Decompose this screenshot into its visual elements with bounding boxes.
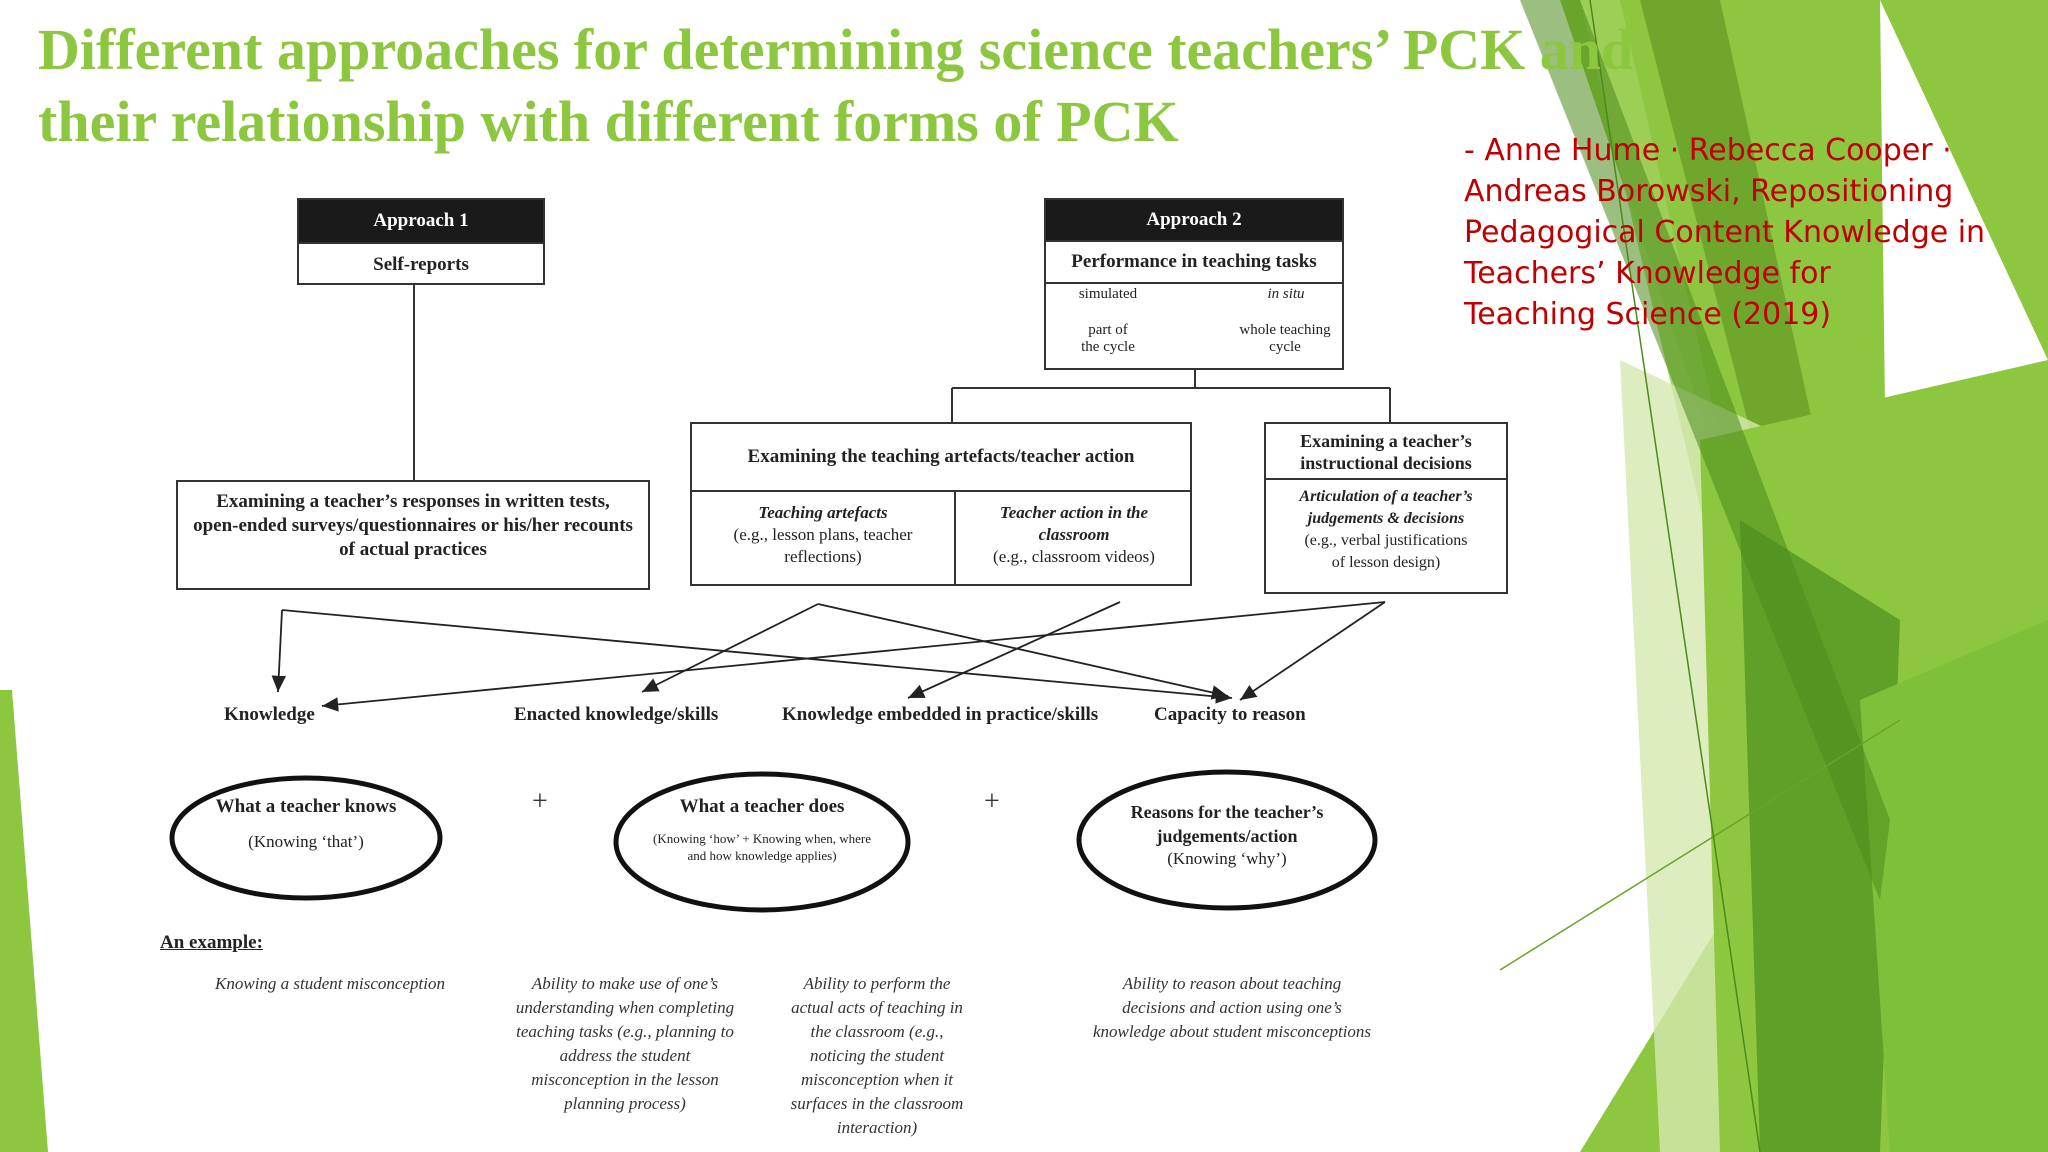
example-embedded-line: misconception when it (800, 1070, 954, 1089)
teacher-action-title-1: Teacher action in the (999, 503, 1149, 522)
approach-2-box (1044, 198, 1344, 370)
articulation-detail-2: of lesson design) (1331, 554, 1441, 571)
oval-does (624, 796, 900, 864)
example-enacted-line: Ability to make use of one’s (531, 974, 719, 993)
example-reason (1062, 972, 1402, 1044)
example-embedded-line: noticing the student (809, 1046, 945, 1065)
title-line-2: their relationship with different forms of PCK (38, 89, 1179, 154)
artefacts-header: Examining the teaching artefacts/teacher action (692, 424, 1190, 492)
category-enacted-knowledge: Enacted knowledge/skills (514, 704, 719, 725)
oval-does-detail-2: and how knowledge applies) (687, 848, 837, 863)
citation-line-1: - Anne Hume · Rebecca Cooper · (1464, 133, 1952, 168)
oval-knows (176, 796, 436, 852)
example-enacted-line: planning process) (564, 1094, 686, 1113)
oval-reasons-title-2: judgements/action (1156, 826, 1298, 846)
oval-reasons-detail: (Knowing ‘why’) (1167, 849, 1287, 868)
example-embedded (762, 972, 992, 1140)
category-knowledge: Knowledge (224, 704, 315, 725)
artefacts-box (690, 422, 1192, 586)
example-enacted-line: teaching tasks (e.g., planning to (516, 1022, 734, 1041)
approach-1-box (297, 198, 545, 285)
oval-reasons (1090, 800, 1364, 870)
written-tests-line-1: Examining a teacher’s responses in written tests, (216, 491, 610, 512)
title-line-1: Different approaches for determining science teachers’ PCK and (38, 17, 1634, 82)
example-enacted (490, 972, 760, 1116)
oval-knows-title: What a teacher knows (215, 796, 397, 817)
example-reason-line: Ability to reason about teaching (1122, 974, 1342, 993)
example-enacted-line: address the student (559, 1046, 691, 1065)
approach-2-the-cycle: the cycle (1081, 339, 1135, 355)
approach-1-header: Approach 1 (299, 200, 543, 242)
example-enacted-line: misconception in the lesson (531, 1070, 719, 1089)
oval-knows-detail: (Knowing ‘that’) (248, 832, 364, 851)
example-knowledge (180, 972, 480, 996)
written-tests-line-2: open-ended surveys/questionnaires or his/her recounts (193, 515, 633, 536)
citation-line-2: Andreas Borowski, Repositioning (1464, 174, 1954, 209)
written-tests-line-3: of actual practices (339, 539, 487, 560)
teaching-artefacts-detail-1: (e.g., lesson plans, teacher (733, 525, 913, 544)
teaching-artefacts-detail-2: reflections) (784, 547, 862, 566)
example-knowledge-line: Knowing a student misconception (215, 974, 445, 993)
example-heading: An example: (160, 932, 263, 953)
oval-does-title: What a teacher does (679, 796, 845, 817)
teaching-artefacts-title: Teaching artefacts (758, 503, 888, 522)
plus-sign-1: + (532, 786, 548, 817)
citation-line-5: Teaching Science (2019) (1464, 297, 1832, 332)
example-reason-line: knowledge about student misconceptions (1092, 1022, 1372, 1041)
citation-line-4: Teachers’ Knowledge for (1464, 256, 1831, 291)
approach-2-label: Performance in teaching tasks (1046, 240, 1342, 284)
example-embedded-line: Ability to perform the (803, 974, 951, 993)
approach-2-cycle: cycle (1269, 339, 1301, 355)
citation-line-3: Pedagogical Content Knowledge in (1464, 215, 1986, 250)
example-embedded-line: the classroom (e.g., (810, 1022, 944, 1041)
category-knowledge-embedded: Knowledge embedded in practice/skills (782, 704, 1099, 725)
approach-2-simulated: simulated (1078, 286, 1138, 302)
articulation-detail-1: (e.g., verbal justifications (1304, 532, 1468, 549)
approach-2-in-situ: in situ (1267, 286, 1305, 302)
plus-sign-2: + (984, 786, 1000, 817)
category-capacity-to-reason: Capacity to reason (1154, 704, 1306, 725)
example-embedded-line: surfaces in the classroom (790, 1094, 964, 1113)
oval-reasons-title-1: Reasons for the teacher’s (1130, 802, 1324, 822)
decisions-header-line-2: instructional decisions (1300, 453, 1472, 473)
example-embedded-line: actual acts of teaching in (791, 998, 963, 1017)
approach-2-part-of: part of (1088, 322, 1128, 338)
approach-2-whole-teaching: whole teaching (1239, 322, 1331, 338)
written-tests-box (176, 480, 650, 590)
decisions-box (1264, 422, 1508, 594)
approach-2-header: Approach 2 (1046, 200, 1342, 240)
teacher-action-detail: (e.g., classroom videos) (993, 547, 1155, 566)
decisions-header-line-1: Examining a teacher’s (1300, 431, 1472, 451)
articulation-title-2: judgements & decisions (1307, 510, 1465, 527)
articulation-title-1: Articulation of a teacher’s (1299, 488, 1473, 505)
oval-does-detail-1: (Knowing ‘how’ + Knowing when, where (653, 831, 871, 846)
teacher-action-title-2: classroom (1038, 525, 1110, 544)
decisions-header (1266, 424, 1506, 480)
approach-1-label: Self-reports (299, 242, 543, 285)
example-embedded-line: interaction) (836, 1118, 918, 1137)
example-reason-line: decisions and action using one’s (1122, 998, 1342, 1017)
example-enacted-line: understanding when completing (515, 998, 735, 1017)
